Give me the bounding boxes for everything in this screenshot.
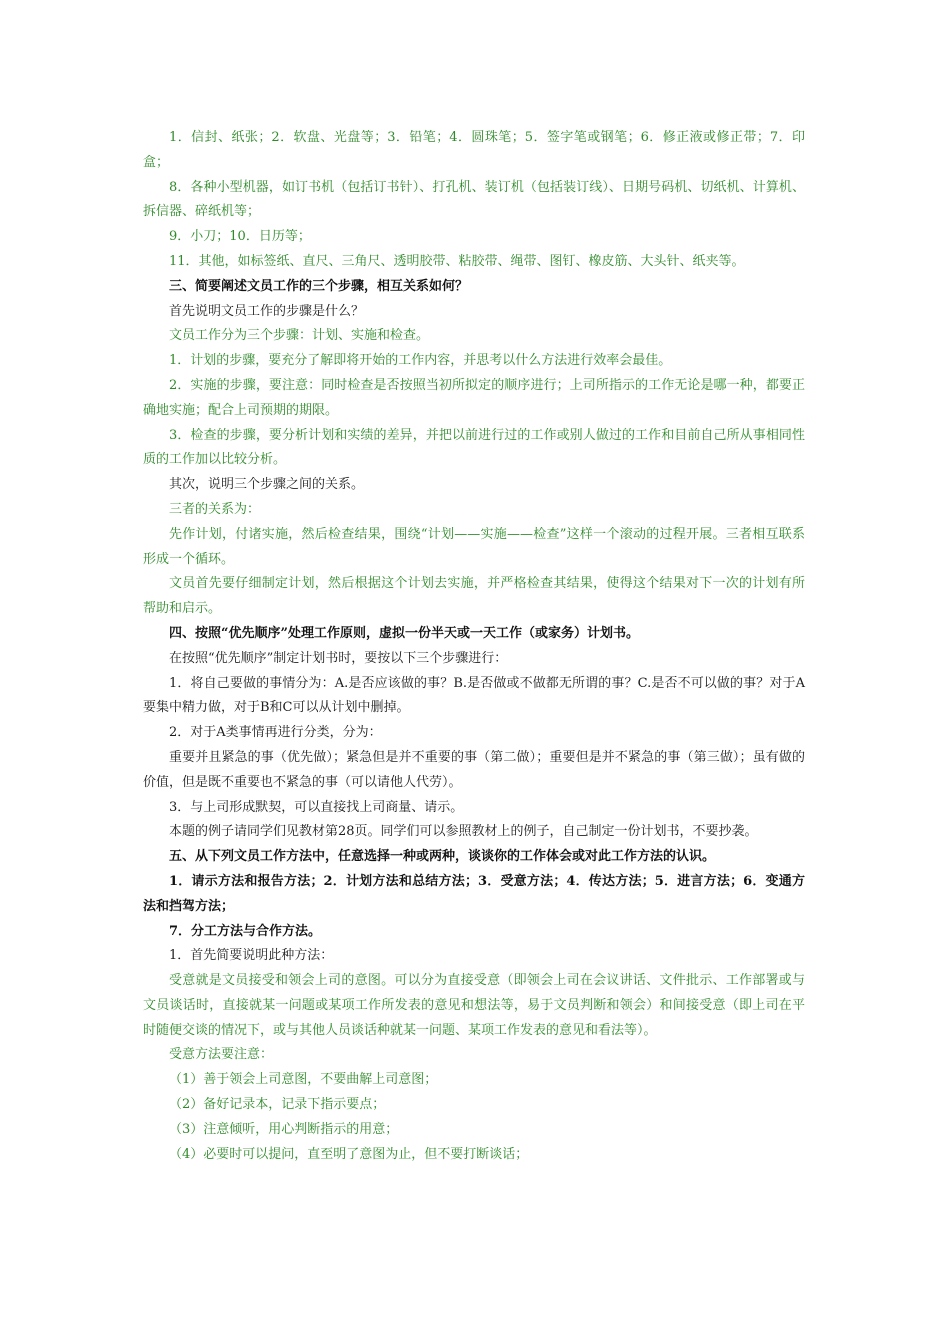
paragraph-supplies-list-1: 1．信封、纸张；2．软盘、光盘等；3．铅笔；4．圆珠笔；5．签字笔或钢笔；6．修正液或修正带；7．印盒； [143, 130, 805, 170]
paragraph: 其次，说明三个步骤之间的关系。 [169, 477, 365, 493]
paragraph: 受意就是文员接受和领会上司的意图。可以分为直接受意（即领会上司在会议讲话、文件批示、工作部署或与文员谈话时，直接就某一问题或某项工作所发表的意见和想法等，易于文员判断和领会）和间接受意（即上司在平时随便交谈的情况下，或与其他人员谈话种就某一问题、某项工作发表的意见和看法等）。 [143, 973, 805, 1038]
paragraph-supplies-list-2: 8．各种小型机器，如订书机（包括订书针）、打孔机、装订机（包括装订线）、日期号码机、切纸机、计算机、拆信器、碎纸机等； [143, 179, 805, 220]
paragraph: 文员工作分为三个步骤：计划、实施和检查。 [169, 328, 430, 344]
paragraph: 受意方法要注意： [169, 1047, 274, 1063]
paragraph: 1．首先简要说明此种方法： [169, 948, 334, 964]
list-item: （1）善于领会上司意图，不要曲解上司意图； [169, 1072, 438, 1088]
paragraph: 在按照“优先顺序”制定计划书时，要按以下三个步骤进行： [169, 650, 508, 666]
paragraph: 1．计划的步骤，要充分了解即将开始的工作内容，并思考以什么方法进行效率会最佳。 [169, 353, 672, 369]
paragraph: 重要并且紧急的事（优先做）；紧急但是并不重要的事（第二做）；重要但是并不紧急的事（第三做）；虽有做的价值，但是既不重要也不紧急的事（可以请他人代劳）。 [143, 749, 805, 790]
list-item: （3）注意倾听，用心判断指示的用意； [169, 1121, 399, 1137]
paragraph: 1．将自己要做的事情分为：A.是否应该做的事？B.是否做或不做都无所谓的事？C.是否不可以做的事？对于A要集中精力做，对于B和C可以从计划中删掉。 [143, 675, 805, 716]
paragraph: 3．检查的步骤，要分析计划和实绩的差异，并把以前进行过的工作或别人做过的工作和目前自己所从事相同性质的工作加以比较分析。 [143, 427, 805, 468]
document-body [143, 126, 805, 1167]
list-item: （4）必要时可以提问，直至明了意图为止，但不要打断谈话； [169, 1146, 529, 1162]
methods-list-bold: 1．请示方法和报告方法；2．计划方法和总结方法；3．受意方法；4．传达方法；5．进言方法；6．变通方法和挡驾方法； [143, 873, 805, 914]
question-heading-5: 五、从下列文员工作方法中，任意选择一种或两种，谈谈你的工作体会或对此工作方法的认识。 [169, 849, 716, 865]
paragraph-supplies-list-4: 11．其他，如标签纸、直尺、三角尺、透明胶带、粘胶带、绳带、图钉、橡皮筋、大头针、纸夹等。 [169, 253, 745, 269]
paragraph: 先作计划，付诸实施，然后检查结果，围绕“计划——实施——检查”这样一个滚动的过程开展。三者相互联系形成一个循环。 [143, 526, 805, 567]
paragraph-supplies-list-3: 9．小刀；10．日历等； [169, 229, 311, 245]
list-item: （2）备好记录本，记录下指示要点； [169, 1097, 386, 1113]
paragraph: 2．对于A类事情再进行分类，分为： [169, 725, 382, 741]
paragraph: 本题的例子请同学们见教材第28页。同学们可以参照教材上的例子，自己制定一份计划书，不要抄袭。 [169, 824, 758, 840]
methods-list-bold: 7．分工方法与合作方法。 [169, 923, 322, 939]
paragraph: 2．实施的步骤，要注意：同时检查是否按照当初所拟定的顺序进行；上司所指示的工作无论是哪一种，都要正确地实施；配合上司预期的期限。 [143, 377, 805, 418]
paragraph: 三者的关系为： [169, 501, 261, 517]
question-heading-3: 三、简要阐述文员工作的三个步骤，相互关系如何？ [169, 278, 469, 294]
paragraph: 首先说明文员工作的步骤是什么？ [169, 303, 365, 319]
paragraph: 3．与上司形成默契，可以直接找上司商量、请示。 [169, 799, 464, 815]
question-heading-4: 四、按照“优先顺序”处理工作原则，虚拟一份半天或一天工作（或家务）计划书。 [169, 625, 639, 641]
paragraph: 文员首先要仔细制定计划，然后根据这个计划去实施，并严格检查其结果，使得这个结果对下一次的计划有所帮助和启示。 [143, 576, 805, 617]
